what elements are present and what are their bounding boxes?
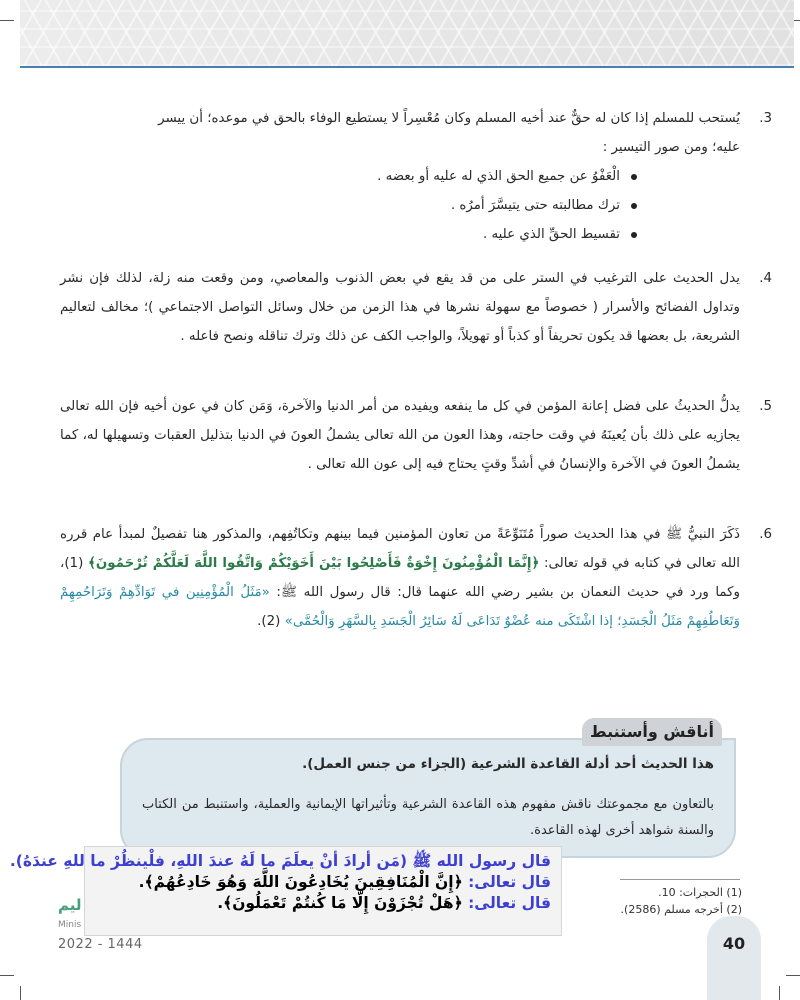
item-number: 5.: [759, 399, 772, 414]
bullet-item: الْعَفْوُ عن جميع الحق الذي له عليه أو بعضه .: [60, 162, 740, 191]
ministry-logo-text-en: Minis: [58, 920, 82, 930]
item-text: [60, 520, 740, 636]
footnotes: [566, 884, 742, 918]
page-number-tab: [707, 916, 761, 1000]
crop-mark: [20, 986, 21, 1000]
bullet-item: ترك مطالبته حتى يتيسَّرَ أمرُه .: [60, 191, 740, 220]
footnote-rule: [620, 879, 740, 880]
item-number: 4.: [759, 271, 772, 286]
crop-mark: [0, 975, 14, 976]
overlay-prefix: قال تعالى:: [468, 873, 551, 891]
ministry-logo-text: ليم: [58, 896, 82, 914]
footnote: (1) الحجرات: 10.: [658, 886, 742, 899]
footnote-ref: (1)، وكما ورد في حديث النعمان بن بشير رضي الله عنهما قال: قال رسول الله ﷺ:: [60, 556, 741, 600]
item-text: يدلُّ الحديثُ على فضل إعانة المؤمن في كل ما ينفعه ويفيده من أمر الدنيا والآخرة، وَمَن كان في عون أخيه فإن الله تعالى يجازيه على ذلك بأن يُعينَهُ في وقت حاجته، وهذا العون من الله تعالى يشملُ العونَ في الدنيا بتذليل العقبات وتسهيلها له، كما يشملُ العونَ في الآخرة والإنسانُ في أشدِّ وقتٍ يحتاج فيه إلى عون الله تعالى .: [60, 399, 740, 472]
crop-mark: [779, 986, 780, 1000]
page-number: 40: [722, 934, 746, 953]
footnote: (2) أخرجه مسلم (2586).: [620, 903, 742, 916]
overlay-prefix: قال تعالى:: [468, 894, 551, 912]
item-text: عليه؛ ومن صور التيسير :: [602, 140, 740, 155]
bullet-item: تقسيط الحقِّ الذي عليه .: [60, 220, 740, 249]
item-number: 3.: [759, 111, 772, 126]
item-text: يدل الحديث على الترغيب في الستر على من قد يقع في بعض الذنوب والمعاصي، ومن وقعت منه زلة، لذلك فإن نشر وتداول الفضائح والأسرار ( خصوصاً مع سهولة نشرها في هذا الزمن من خلال وسائل التواصل الاجتماعي )؛ مخالف لتعاليم الشريعة، بل بعضها قد يكون تحريفاً أو كذباً أو تهويلاً، والواجب الكف عن ذلك وترك تناقله ونصح فاعله .: [60, 271, 740, 344]
item-text-part: ذَكَرَ النبيُّ ﷺ في هذا الحديث صوراً مُتَنَوِّعَةً من تعاون المؤمنين فيما بينهم وتكاتُفِهم، والمذكور هنا تفصيلٌ لمبدأ عام قرره الله تعالى في كتابه في قوله تعالى:: [60, 527, 740, 571]
discuss-box: [120, 738, 736, 858]
discuss-body: بالتعاون مع مجموعتك ناقش مفهوم هذه القاعدة الشرعية وتأثيراتها الإيمانية والعملية، واستنبط من الكتاب والسنة شواهد أخرى لهذه القاعدة.: [142, 797, 714, 838]
footnote-ref: (2).: [257, 614, 281, 629]
crop-mark: [786, 975, 800, 976]
hadith-text: «مَثَلُ الْمُؤْمِنِين في تَوَادِّهِمْ وَتَرَاحُمِهِمْ وَتَعَاطُفِهِمْ مَثَلُ الْجَسَدِ؛ إذا اشْتَكَى منه عُضْوٌ تَدَاعَى لَهُ سَائِرُ الْجَسَدِ بِالسَّهَرِ وَالْحُمَّى»: [60, 585, 740, 629]
header-rule: [20, 66, 794, 68]
overlay-verse: ﴿إِنَّ الْمُنَافِقِينَ يُخَادِعُونَ اللَّهَ وَهُوَ خَادِعُهُمْ﴾.: [138, 873, 463, 891]
discuss-tab: أناقش وأستنبط: [582, 718, 722, 746]
list-item-4: [60, 264, 772, 351]
overlay-line: [95, 893, 551, 914]
edition-year: 2022 - 1444: [58, 937, 143, 952]
item-text: يُستحب للمسلم إذا كان له حقٌّ عند أخيه المسلم وكان مُعْسِراً لا يستطيع الوفاء بالحق في موعده؛ أن ييسر: [158, 111, 740, 126]
overlay-hadith: قال رسول الله ﷺ (مَن أرادَ أنْ يعلَمَ ما لَهُ عندَ اللهِ، فلْينظُرْ ما للهِ عندَهُ).: [9, 852, 551, 870]
list-item-3: [60, 104, 772, 249]
overlay-line: [95, 872, 551, 893]
bullet-list: [60, 162, 740, 249]
header-pattern-band: [20, 0, 794, 66]
discuss-title: هذا الحديث أحد أدلة القاعدة الشرعية (الجزاء من جنس العمل).: [302, 756, 714, 772]
crop-mark: [0, 20, 14, 21]
overlay-verse: ﴿هَلْ تُجْزَوْنَ إِلَّا مَا كُنتُمْ تَعْمَلُونَ﴾.: [217, 894, 463, 912]
quran-verse: ﴿إِنَّمَا الْمُؤْمِنُونَ إِخْوَةٌ فَأَصْلِحُوا بَيْنَ أَخَوَيْكُمْ وَاتَّقُوا اللَّهَ لَعَلَّكُمْ تُرْحَمُونَ﴾: [87, 556, 540, 571]
list-item-6: [60, 520, 772, 636]
list-item-5: [60, 392, 772, 479]
item-number: 6.: [759, 527, 772, 542]
